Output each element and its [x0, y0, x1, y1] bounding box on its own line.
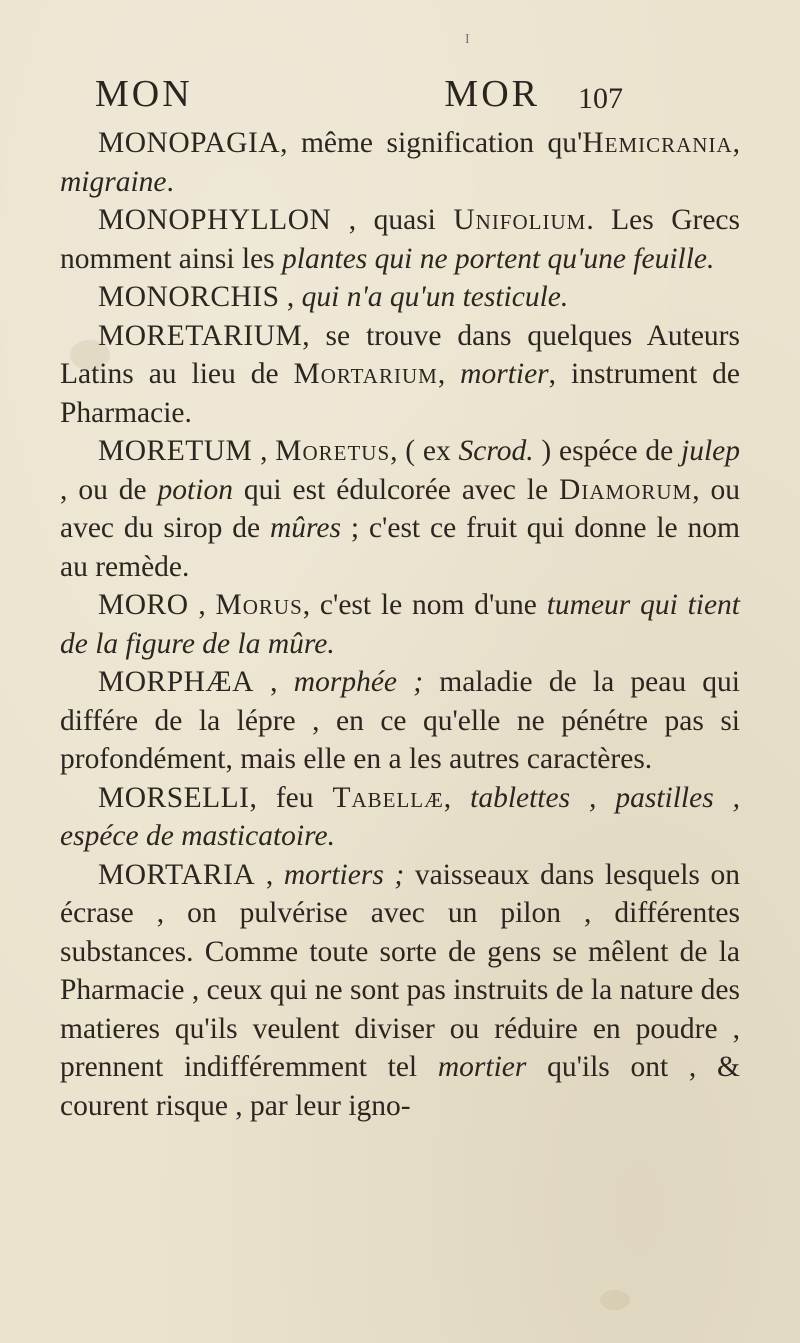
entry-monophyllon: MONOPHYLLON , quasi Unifolium. Les Grecs nomment ainsi les plantes qui ne portent qu'une feuille. — [60, 204, 740, 275]
entry-morphaea: MORPHÆA , morphée ; maladie de la peau qui différe de la lépre , en ce qu'elle ne pénétre pas si profondément, mais elle en a les autres caractères. — [60, 666, 741, 775]
dictionary-text — [60, 124, 740, 1125]
header-left-word: MON — [95, 73, 193, 115]
running-header — [95, 32, 635, 122]
page-number: 107 — [578, 82, 623, 115]
entry-moro: MORO , Morus, c'est le nom d'une tumeur qui tient de la figure de la mûre. — [60, 589, 741, 660]
entry-monopagia: MONOPAGIA, même signification qu'Hemicrania, migraine. — [60, 127, 740, 198]
entry-moretarium: MORETARIUM, se trouve dans quelques Auteurs Latins au lieu de Mortarium, mortier, instrument de Pharmacie. — [60, 319, 740, 429]
margin-mark: I — [465, 32, 470, 47]
entry-moretum: MORETUM , Moretus, ( ex Scrod. ) espéce de julep , ou de potion qui est édulcorée avec le Diamorum, ou avec du sirop de mûres ; c'est ce fruit qui donne le nom au remède. — [60, 435, 741, 583]
header-right-word: MOR — [444, 73, 540, 115]
entry-morselli: MORSELLI, feu Tabellæ, tablettes , pastilles , espéce de masticatoire. — [60, 781, 741, 852]
entry-monorchis: MONORCHIS , qui n'a qu'un testicule. — [98, 281, 569, 313]
entry-mortaria: MORTARIA , mortiers ; vaisseaux dans lesquels on écrase , on pulvérise avec un pilon , différentes substances. Comme toute sorte de gens se mêlent de la Pharmacie , ceux qui ne sont pas instruits de la nature des matieres qu'ils veulent diviser ou réduire en poudre , prennent indifféremment tel mortier qu'ils ont , & courent risque , par leur igno- — [60, 858, 740, 1122]
paper-stain — [600, 1290, 630, 1310]
